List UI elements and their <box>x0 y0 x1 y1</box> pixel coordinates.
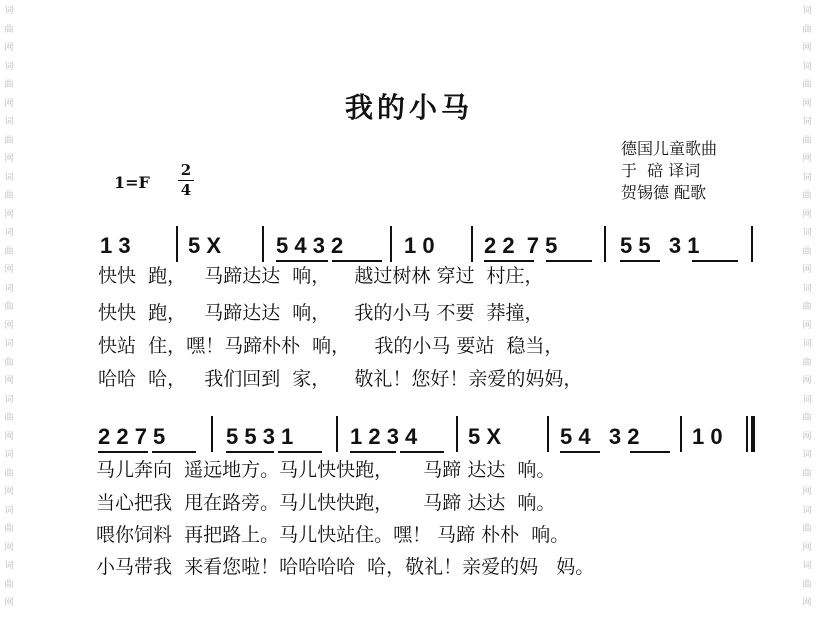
watermark-char: 网 <box>802 598 812 608</box>
watermark-char: 词 <box>802 172 812 183</box>
watermark-char: 词 <box>802 6 812 16</box>
beam <box>276 260 328 262</box>
watermark-char: 词 <box>802 561 812 571</box>
watermark-char: 词 <box>4 339 14 349</box>
watermark-char: 曲 <box>802 191 812 201</box>
watermark-char: 词 <box>802 394 812 405</box>
beam <box>630 451 670 453</box>
key-signature: 1=F <box>114 173 150 192</box>
watermark-char: 曲 <box>4 468 14 479</box>
watermark-char: 曲 <box>4 246 14 257</box>
watermark-char: 词 <box>4 61 14 72</box>
watermark-char: 词 <box>802 450 812 460</box>
watermark-char: 词 <box>4 228 14 238</box>
watermark-char: 曲 <box>4 302 14 312</box>
beam <box>278 451 322 453</box>
meter-bottom: 4 <box>180 181 192 199</box>
staff1-measure-1: 1 3 <box>100 233 131 258</box>
watermark-char: 曲 <box>802 413 812 423</box>
watermark-char: 网 <box>4 43 14 53</box>
watermark-char: 网 <box>802 542 812 553</box>
watermark-char: 网 <box>802 98 812 109</box>
barline <box>390 226 392 262</box>
watermark-char: 网 <box>4 154 14 164</box>
watermark-char: 网 <box>4 376 14 386</box>
staff1-measure-4: 1 0 <box>404 233 435 258</box>
watermark-char: 词 <box>4 172 14 183</box>
beam <box>484 260 534 262</box>
watermark-char: 曲 <box>802 468 812 479</box>
beam <box>98 451 148 453</box>
watermark-char: 曲 <box>802 24 812 35</box>
staff1-lyric-verse-3: 快站 住，嘿！马蹄朴朴 响， 我的小马 要站 稳当， <box>98 335 564 357</box>
barline <box>680 416 682 452</box>
credit-translator: 于 碚 译词 <box>621 161 701 180</box>
staff2-lyric-verse-2: 当心把我 甩在路旁。马儿快快跑， 马蹄 达达 响。 <box>96 492 556 514</box>
staff2-measure-2: 5 5 3 1 <box>226 424 294 449</box>
beam <box>152 451 196 453</box>
watermark-char: 词 <box>802 339 812 349</box>
watermark-char: 网 <box>802 320 812 331</box>
staff1-measure-5: 2 2 7 5 <box>484 233 558 258</box>
final-barline-thin <box>746 416 748 452</box>
staff1-measure-6: 5 5 3 1 <box>620 233 700 258</box>
staff1-lyric-verse-1: 快快 跑， 马蹄达达 响， 越过树林 穿过 村庄， <box>98 265 544 287</box>
watermark-char: 词 <box>4 561 14 571</box>
staff2-measure-4: 5 X <box>468 424 502 449</box>
staff1-measure-2: 5 X <box>188 233 222 258</box>
watermark-char: 网 <box>4 431 14 442</box>
watermark-char: 网 <box>4 265 14 275</box>
time-signature <box>178 162 194 199</box>
watermark-char: 曲 <box>4 357 14 368</box>
watermark-char: 词 <box>802 61 812 72</box>
watermark-char: 曲 <box>802 80 812 90</box>
barline <box>547 416 549 452</box>
barline <box>751 226 753 262</box>
watermark-char: 曲 <box>4 191 14 201</box>
staff2-lyric-verse-3: 喂你饲料 再把路上。马儿快站住。嘿！ 马蹄 朴朴 响。 <box>96 524 570 546</box>
watermark-char: 词 <box>4 117 14 127</box>
barline <box>176 226 178 262</box>
watermark-char: 网 <box>802 487 812 497</box>
watermark-char: 网 <box>802 43 812 53</box>
barline <box>211 416 213 452</box>
watermark-char: 网 <box>802 154 812 164</box>
credits <box>621 138 717 204</box>
credit-origin: 德国儿童歌曲 <box>621 139 718 158</box>
watermark-char: 曲 <box>4 413 14 423</box>
staff2-measure-3: 1 2 3 4 <box>350 424 418 449</box>
barline <box>336 416 338 452</box>
watermark-char: 曲 <box>802 302 812 312</box>
watermark-char: 曲 <box>802 357 812 368</box>
beam <box>620 260 660 262</box>
watermark-char: 曲 <box>802 524 812 534</box>
song-title: 我的小马 <box>344 91 473 124</box>
credit-arranger: 贺锡德 配歌 <box>621 183 707 202</box>
barline <box>471 226 473 262</box>
watermark-char: 词 <box>802 283 812 294</box>
watermark-char: 曲 <box>4 24 14 35</box>
watermark-char: 网 <box>4 98 14 109</box>
staff2-lyric-verse-4: 小马带我 来看您啦！哈哈哈哈 哈，敬礼！亲爱的妈 妈。 <box>96 556 595 578</box>
watermark-char: 曲 <box>4 579 14 590</box>
watermark-char: 曲 <box>4 135 14 146</box>
meter-top: 2 <box>180 161 192 179</box>
watermark-char: 词 <box>4 505 14 516</box>
staff2-measure-1: 2 2 7 5 <box>98 424 166 449</box>
beam <box>400 451 444 453</box>
watermark-char: 词 <box>802 505 812 516</box>
staff2-lyric-verse-1: 马儿奔向 遥远地方。马儿快快跑， 马蹄 达达 响。 <box>96 459 556 481</box>
staff2-measure-5: 5 4 3 2 <box>560 424 640 449</box>
barline <box>456 416 458 452</box>
watermark-char: 词 <box>802 117 812 127</box>
watermark-char: 网 <box>4 320 14 331</box>
watermark-char: 词 <box>802 228 812 238</box>
watermark-char: 词 <box>4 394 14 405</box>
watermark-char: 网 <box>802 209 812 220</box>
staff1-measure-3: 5 4 3 2 <box>276 233 344 258</box>
watermark-char: 网 <box>802 376 812 386</box>
watermark-char: 曲 <box>802 135 812 146</box>
barline <box>262 226 264 262</box>
beam <box>350 451 396 453</box>
beam <box>546 260 592 262</box>
watermark-char: 网 <box>4 598 14 608</box>
watermark-char: 网 <box>802 265 812 275</box>
watermark-char: 网 <box>802 431 812 442</box>
watermark-char: 曲 <box>802 579 812 590</box>
watermark-char: 词 <box>4 450 14 460</box>
beam <box>692 260 738 262</box>
watermark-char: 曲 <box>802 246 812 257</box>
staff1-lyric-verse-4: 哈哈 哈， 我们回到 家， 敬礼！您好！亲爱的妈妈， <box>98 368 583 390</box>
watermark-char: 词 <box>4 6 14 16</box>
staff2-measure-6: 1 0 <box>692 424 723 449</box>
beam <box>560 451 600 453</box>
beam <box>226 451 274 453</box>
watermark-char: 词 <box>4 283 14 294</box>
final-barline-thick <box>751 416 755 452</box>
watermark-char: 网 <box>4 209 14 220</box>
watermark-char: 网 <box>4 542 14 553</box>
barline <box>604 226 606 262</box>
watermark-char: 网 <box>4 487 14 497</box>
staff1-lyric-verse-2: 快快 跑， 马蹄达达 响， 我的小马 不要 莽撞， <box>98 302 544 324</box>
beam <box>332 260 382 262</box>
watermark-char: 曲 <box>4 80 14 90</box>
watermark-char: 曲 <box>4 524 14 534</box>
